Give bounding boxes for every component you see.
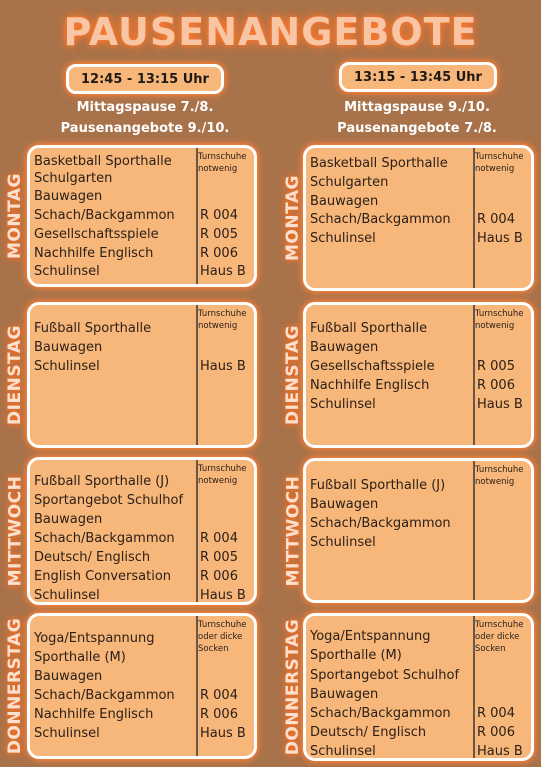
activity-row [30,529,254,548]
activity-name: Schulinsel [310,231,376,246]
schedule-card [27,613,257,759]
note-line: notwenig [198,321,238,331]
activity-row [306,210,531,229]
activity-row [30,686,254,705]
activity-row [306,704,531,723]
activity-name: Schach/Backgammon [34,688,175,703]
activity-name: Schach/Backgammon [310,706,451,721]
note-line: Socken [475,644,506,654]
note-line: Turnschuhe [198,620,247,630]
room-label: R 006 [200,246,238,261]
activity-name: Schach/Backgammon [34,208,175,223]
activity-row [306,742,531,761]
day-name: MITTWOCH [5,475,26,587]
note-line: Turnschuhe [198,152,247,162]
activity-row [30,491,254,510]
activity-row [30,225,254,244]
day-label [1,302,29,448]
activity-row [30,169,254,188]
schedule-card [303,458,534,603]
room-label: R 005 [200,227,238,242]
activity-row [30,510,254,529]
activity-name: English Conversation [34,569,172,584]
activity-row [30,667,254,686]
note-line: oder dicke [475,632,520,642]
activity-name: Nachhilfe Englisch [34,707,154,722]
activity-name: Bauwagen [34,512,103,527]
activity-name: Schach/Backgammon [310,212,451,227]
room-label: R 004 [200,531,238,546]
activity-row [30,586,254,605]
room-label: Haus B [477,231,523,246]
activity-name: Schach/Backgammon [310,516,451,531]
activity-name: Bauwagen [34,669,103,684]
activity-row [306,229,531,248]
activity-row [306,666,531,685]
activity-row [306,357,531,376]
activity-name: Fußball Sporthalle [310,321,428,336]
activity-name: Sportangebot Schulhof [34,493,184,508]
activity-name: Deutsch/ Englisch [34,550,151,565]
room-label: R 006 [200,569,238,584]
activity-row [30,472,254,491]
day-label [1,457,29,605]
activity-row [306,173,531,192]
room-label: Haus B [200,359,246,374]
activity-name: Schulinsel [310,397,376,412]
day-name: DIENSTAG [5,325,26,425]
activity-row [30,724,254,743]
activity-row [306,495,531,514]
note-line: Turnschuhe [475,620,524,630]
activity-name: Gesellschaftsspiele [34,227,159,242]
activity-name: Deutsch/ Englisch [310,725,427,740]
activity-row [306,154,531,173]
day-label [1,613,29,759]
day-name: MONTAG [5,173,26,259]
activity-row [306,476,531,495]
note-line: notwenig [198,164,238,174]
day-name: DONNERSTAG [283,618,304,756]
activity-row [30,629,254,648]
activity-row [30,357,254,376]
activity-row [30,567,254,586]
subtitle-line: Mittagspause 9./10. [344,100,490,115]
activity-row [306,395,531,414]
subtitle-line: Pausenangebote 9./10. [60,121,230,136]
note-line: Turnschuhe [475,152,524,162]
schedule-card [303,145,534,291]
activity-row [30,262,254,281]
note-line: Turnschuhe [475,465,524,475]
schedule-card [27,145,257,287]
activity-row [306,533,531,552]
activity-name: Bauwagen [34,340,103,355]
activity-row [306,192,531,211]
room-label: Haus B [477,397,523,412]
activity-row [306,646,531,665]
activity-name: Schach/Backgammon [34,531,175,546]
activity-row [30,705,254,724]
subtitle-line: Pausenangebote 7./8. [337,121,497,136]
room-label: R 004 [477,212,515,227]
activity-row [30,187,254,206]
room-label: R 005 [477,359,515,374]
activity-name: Bauwagen [310,497,379,512]
activity-name: Nachhilfe Englisch [34,246,154,261]
activity-row [30,338,254,357]
activity-row [30,206,254,225]
activity-name: Fußball Sporthalle (J) [34,474,170,489]
activity-row [306,514,531,533]
activity-name: Bauwagen [34,189,103,204]
day-name: DIENSTAG [283,325,304,425]
activity-name: Fußball Sporthalle [34,321,152,336]
activity-name: Bauwagen [310,687,379,702]
note-line: Turnschuhe [198,464,247,474]
activity-name: Basketball Sporthalle [34,154,172,169]
room-label: R 004 [477,706,515,721]
activity-row [306,376,531,395]
activity-name: Fußball Sporthalle (J) [310,478,446,493]
activity-row [30,319,254,338]
activity-name: Schulinsel [34,588,100,603]
activity-row [30,648,254,667]
time-slot-badge: 12:45 - 13:15 Uhr [66,64,224,94]
room-label: R 006 [200,707,238,722]
activity-name: Sportangebot Schulhof [310,668,460,683]
schedule-card [27,457,257,605]
day-name: DONNERSTAG [5,617,26,755]
day-name: MONTAG [283,175,304,261]
note-line: Turnschuhe [198,309,247,319]
room-label: R 006 [477,725,515,740]
activity-name: Nachhilfe Englisch [310,378,430,393]
activity-name: Sporthalle (M) [34,650,126,665]
activity-row [306,338,531,357]
activity-name: Schulinsel [34,726,100,741]
activity-name: Schulinsel [34,359,100,374]
activity-name: Bauwagen [310,340,379,355]
note-line: Turnschuhe [475,309,524,319]
room-label: R 006 [477,378,515,393]
activity-name: Gesellschaftsspiele [310,359,435,374]
activity-name: Sporthalle (M) [310,648,402,663]
subtitle-line: Mittagspause 7./8. [76,100,214,115]
schedule-card [27,302,257,448]
note-line: notwenig [475,477,515,487]
room-label: R 005 [200,550,238,565]
room-label: Haus B [200,264,246,279]
note-line: notwenig [475,164,515,174]
activity-name: Schulinsel [310,535,376,550]
note-line: oder dicke [198,632,243,642]
room-label: Haus B [200,588,246,603]
activity-name: Basketball Sporthalle [310,156,448,171]
room-label: R 004 [200,208,238,223]
activity-name: Yoga/Entspannung [310,629,431,644]
activity-row [306,685,531,704]
note-line: Socken [198,644,229,654]
activity-row [30,548,254,567]
day-name: MITTWOCH [283,475,304,586]
activity-row [30,244,254,263]
page-title: PAUSENANGEBOTE [63,10,478,54]
schedule-card [303,613,534,761]
activity-row [306,627,531,646]
room-label: R 004 [200,688,238,703]
room-label: Haus B [200,726,246,741]
note-line: notwenig [475,321,515,331]
column-subtitle [40,97,250,139]
activity-name: Schulgarten [34,171,113,186]
note-line: notwenig [198,476,238,486]
time-slot-badge: 13:15 - 13:45 Uhr [339,62,497,92]
activity-name: Yoga/Entspannung [34,631,155,646]
day-label [1,145,29,287]
activity-name: Schulgarten [310,175,389,190]
room-label: Haus B [477,744,523,759]
activity-name: Schulinsel [34,264,100,279]
column-subtitle [312,97,522,139]
activity-row [306,723,531,742]
activity-name: Bauwagen [310,194,379,209]
activity-name: Schulinsel [310,744,376,759]
activity-row [306,319,531,338]
schedule-card [303,302,534,448]
